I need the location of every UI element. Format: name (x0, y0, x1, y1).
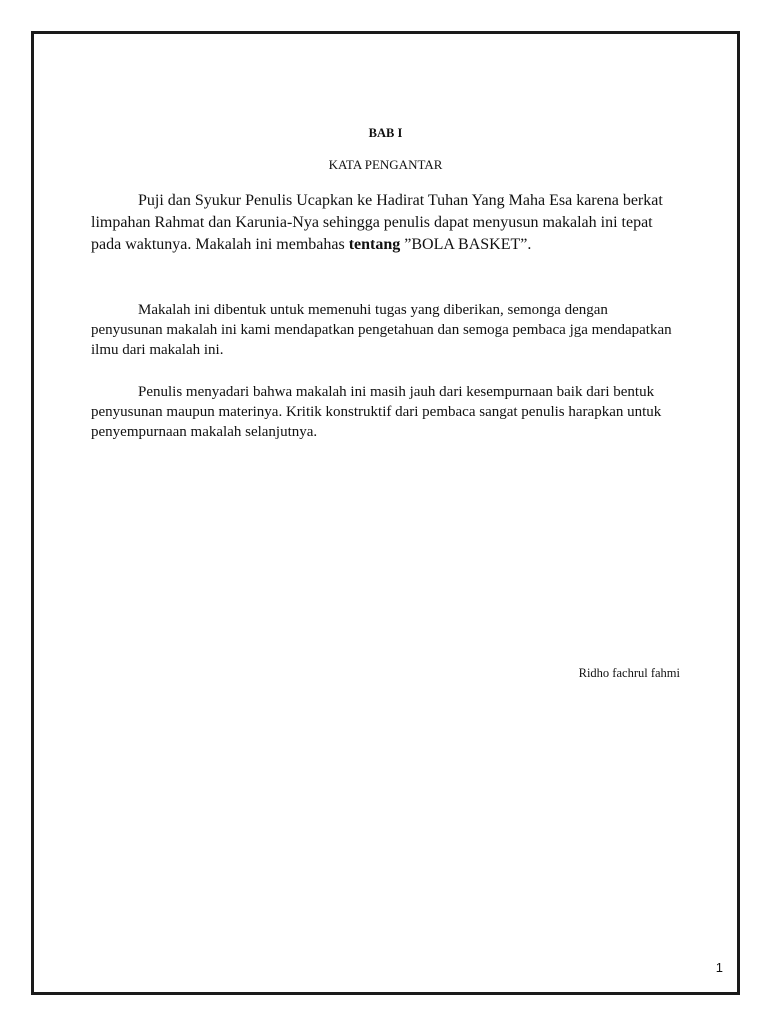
author-name: Ridho fachrul fahmi (578, 666, 680, 680)
paragraph-2: Makalah ini dibentuk untuk memenuhi tugas yang diberikan, semonga dengan penyusunan makalah ini kami mendapatkan pengetahuan dan semoga pembaca jga mendapatkan ilmu dari makalah ini. (91, 302, 672, 358)
paragraph-1-text: Puji dan Syukur Penulis Ucapkan ke Hadirat Tuhan Yang Maha Esa karena berkat limpahan Rahmat dan Karunia-Nya sehingga penulis dapat menyusun makalah ini tepat pada waktunya. Makalah ini membahas (91, 192, 663, 253)
paragraph-1-bold-word: tentang (348, 236, 401, 253)
paragraph-3: Penulis menyadari bahwa makalah ini masih jauh dari kesempurnaan baik dari bentuk penyusunan maupun materinya. Kritik konstruktif dari pembaca sangat penulis harapkan untuk penyempurnaan makalah selanjutnya. (91, 384, 662, 440)
paragraph-1 (91, 190, 683, 256)
paragraph-1-topic: ”BOLA BASKET”. (400, 236, 532, 253)
chapter-title: BAB I (368, 126, 403, 140)
page-number: 1 (715, 960, 723, 975)
page-border (31, 31, 740, 995)
section-title: KATA PENGANTAR (328, 157, 443, 172)
